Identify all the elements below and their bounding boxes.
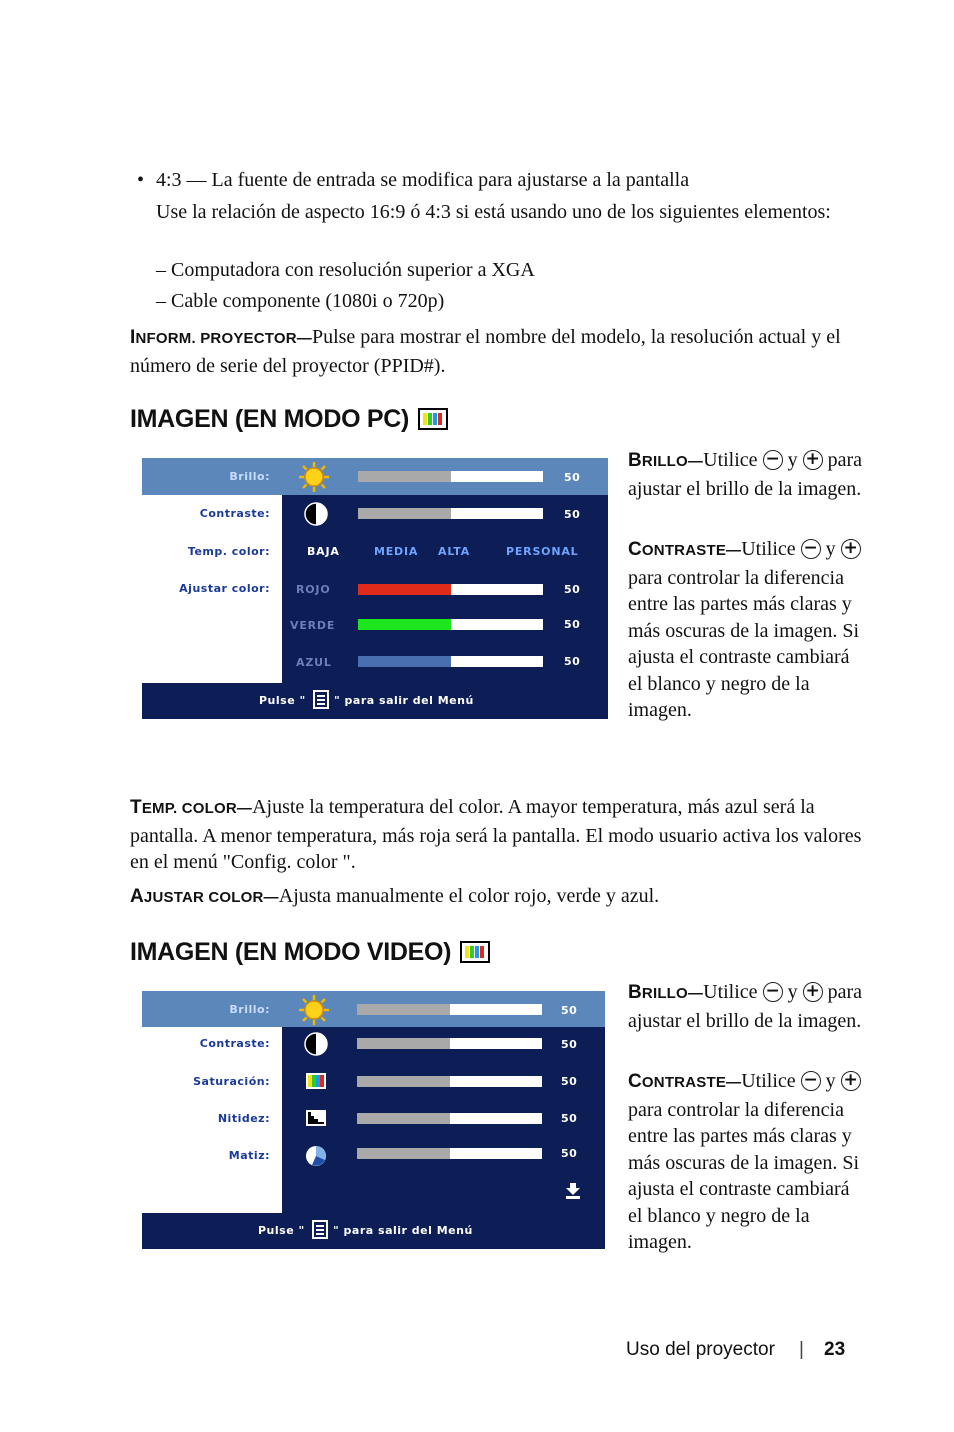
contraste-value: 50 xyxy=(564,508,581,521)
brillo-slider[interactable] xyxy=(357,1004,542,1015)
osd-label-brillo: Brillo: xyxy=(229,1003,270,1016)
contraste-slider-fill xyxy=(357,1038,450,1049)
rojo-slider[interactable] xyxy=(358,584,543,595)
brillo-value: 50 xyxy=(564,471,581,484)
rojo-slider-fill xyxy=(358,584,451,595)
bullet-mark: • xyxy=(137,169,145,191)
osd-label-ajustar-color: Ajustar color: xyxy=(179,582,270,595)
sharpness-icon xyxy=(306,1110,326,1126)
temp-option-personal[interactable]: PERSONAL xyxy=(506,545,579,558)
nitidez-slider[interactable] xyxy=(357,1113,542,1124)
matiz-slider-fill xyxy=(357,1148,450,1159)
menu-button-icon xyxy=(313,690,329,709)
brillo-slider[interactable] xyxy=(358,471,543,482)
contraste-slider-fill xyxy=(358,508,451,519)
saturacion-slider[interactable] xyxy=(357,1076,542,1087)
brillo-value: 50 xyxy=(561,1004,578,1017)
section-title-pc: IMAGEN (EN MODO PC) xyxy=(130,404,448,434)
brillo-slider-fill xyxy=(357,1004,450,1015)
osd-label-contraste: Contraste: xyxy=(199,1037,270,1050)
temp-color-paragraph: TEMP. COLOR—Ajuste la temperatura del color. A mayor temperatura, más azul será la pantalla. A menor temperatura, más roja será la pantalla. El modo usuario activa los valores en el menú "Config. color ". xyxy=(130,796,862,873)
contraste-slider[interactable] xyxy=(358,508,543,519)
brillo-slider-fill xyxy=(358,471,451,482)
contraste-description-pc: CONTRASTE—Utilice − y + para controlar la diferencia entre las partes más claras y más oscuras de la imagen. Si ajusta el contraste cambiará el blanco y negro de la imagen. xyxy=(628,538,860,721)
osd-label-saturacion: Saturación: xyxy=(193,1075,270,1088)
osd-label-matiz: Matiz: xyxy=(228,1149,270,1162)
matiz-value: 50 xyxy=(561,1147,578,1160)
plus-icon: + xyxy=(841,539,861,559)
minus-icon: − xyxy=(801,539,821,559)
inform-lead: INFORM. PROYECTOR— xyxy=(130,327,312,348)
contraste-description-video: CONTRASTE—Utilice − y + para controlar la diferencia entre las partes más claras y más oscuras de la imagen. Si ajusta el contraste cambiará el blanco y negro de la imagen. xyxy=(628,1070,860,1253)
osd-label-nitidez: Nitidez: xyxy=(217,1112,270,1125)
verde-slider-fill xyxy=(358,619,451,630)
footer-separator: | xyxy=(799,1339,804,1360)
osd-label-contraste: Contraste: xyxy=(199,507,270,520)
section-title-video: IMAGEN (EN MODO VIDEO) xyxy=(130,937,490,967)
inform-text: Pulse para mostrar el nombre del modelo, la resolución actual y el número de serie del proyector (PPID#). xyxy=(130,326,841,377)
footer-pulse-text: Pulse " xyxy=(259,694,306,707)
footer-pulse-text: Pulse " xyxy=(258,1224,305,1237)
verde-value: 50 xyxy=(564,618,581,631)
sub-label-azul: AZUL xyxy=(296,656,332,669)
osd-footer xyxy=(142,1213,605,1249)
minus-icon: − xyxy=(763,982,783,1002)
saturacion-value: 50 xyxy=(561,1075,578,1088)
footer-exit-text: " para salir del Menú xyxy=(334,694,474,707)
azul-value: 50 xyxy=(564,655,581,668)
image-menu-icon xyxy=(460,941,490,963)
azul-slider-fill xyxy=(358,656,451,667)
azul-slider[interactable] xyxy=(358,656,543,667)
osd-label-brillo: Brillo: xyxy=(229,470,270,483)
sub-label-verde: VERDE xyxy=(290,619,336,632)
minus-icon: − xyxy=(763,450,783,470)
contraste-slider[interactable] xyxy=(357,1038,542,1049)
plus-icon: + xyxy=(803,982,823,1002)
bullet-text: 4:3 — La fuente de entrada se modifica para ajustarse a la pantalla xyxy=(156,169,690,191)
osd-label-temp-color: Temp. color: xyxy=(187,545,270,558)
scroll-down-arrow-icon[interactable] xyxy=(564,1182,582,1200)
list-item-xga: – Computadora con resolución superior a XGA xyxy=(156,259,535,281)
minus-icon: − xyxy=(801,1071,821,1091)
image-menu-icon xyxy=(418,408,448,430)
plus-icon: + xyxy=(841,1071,861,1091)
footer-section-title: Uso del proyector xyxy=(626,1339,775,1360)
osd-footer xyxy=(142,683,608,719)
rojo-value: 50 xyxy=(564,583,581,596)
list-item-component: – Cable componente (1080i o 720p) xyxy=(156,290,445,312)
inform-paragraph xyxy=(130,324,870,379)
contraste-value: 50 xyxy=(561,1038,578,1051)
contrast-icon xyxy=(304,1032,328,1056)
saturation-icon xyxy=(306,1073,326,1089)
ajustar-color-paragraph: AJUSTAR COLOR—Ajusta manualmente el color rojo, verde y azul. xyxy=(130,885,660,907)
temp-option-alta[interactable]: ALTA xyxy=(438,545,471,558)
menu-button-icon xyxy=(312,1220,328,1239)
contrast-icon xyxy=(304,502,328,526)
nitidez-value: 50 xyxy=(561,1112,578,1125)
brightness-icon xyxy=(298,461,330,493)
verde-slider[interactable] xyxy=(358,619,543,630)
footer-exit-text: " para salir del Menú xyxy=(333,1224,473,1237)
tint-icon xyxy=(304,1144,328,1168)
temp-option-baja[interactable]: BAJA xyxy=(307,545,340,558)
osd-menu-video xyxy=(142,991,605,1249)
page-number: 23 xyxy=(824,1339,846,1360)
sub-label-rojo: ROJO xyxy=(296,583,331,596)
osd-menu-pc xyxy=(142,458,608,719)
aspect-paragraph: Use la relación de aspecto 16:9 ó 4:3 si está usando uno de los siguientes elementos: xyxy=(156,201,831,223)
temp-option-media[interactable]: MEDIA xyxy=(374,545,419,558)
brightness-icon xyxy=(298,994,330,1026)
plus-icon: + xyxy=(803,450,823,470)
nitidez-slider-fill xyxy=(357,1113,450,1124)
matiz-slider[interactable] xyxy=(357,1148,542,1159)
saturacion-slider-fill xyxy=(357,1076,450,1087)
brillo-description-video: BRILLO—Utilice − y + para ajustar el brillo de la imagen. xyxy=(628,981,862,1032)
brillo-description-pc: BRILLO—Utilice − y + para ajustar el brillo de la imagen. xyxy=(628,449,862,500)
